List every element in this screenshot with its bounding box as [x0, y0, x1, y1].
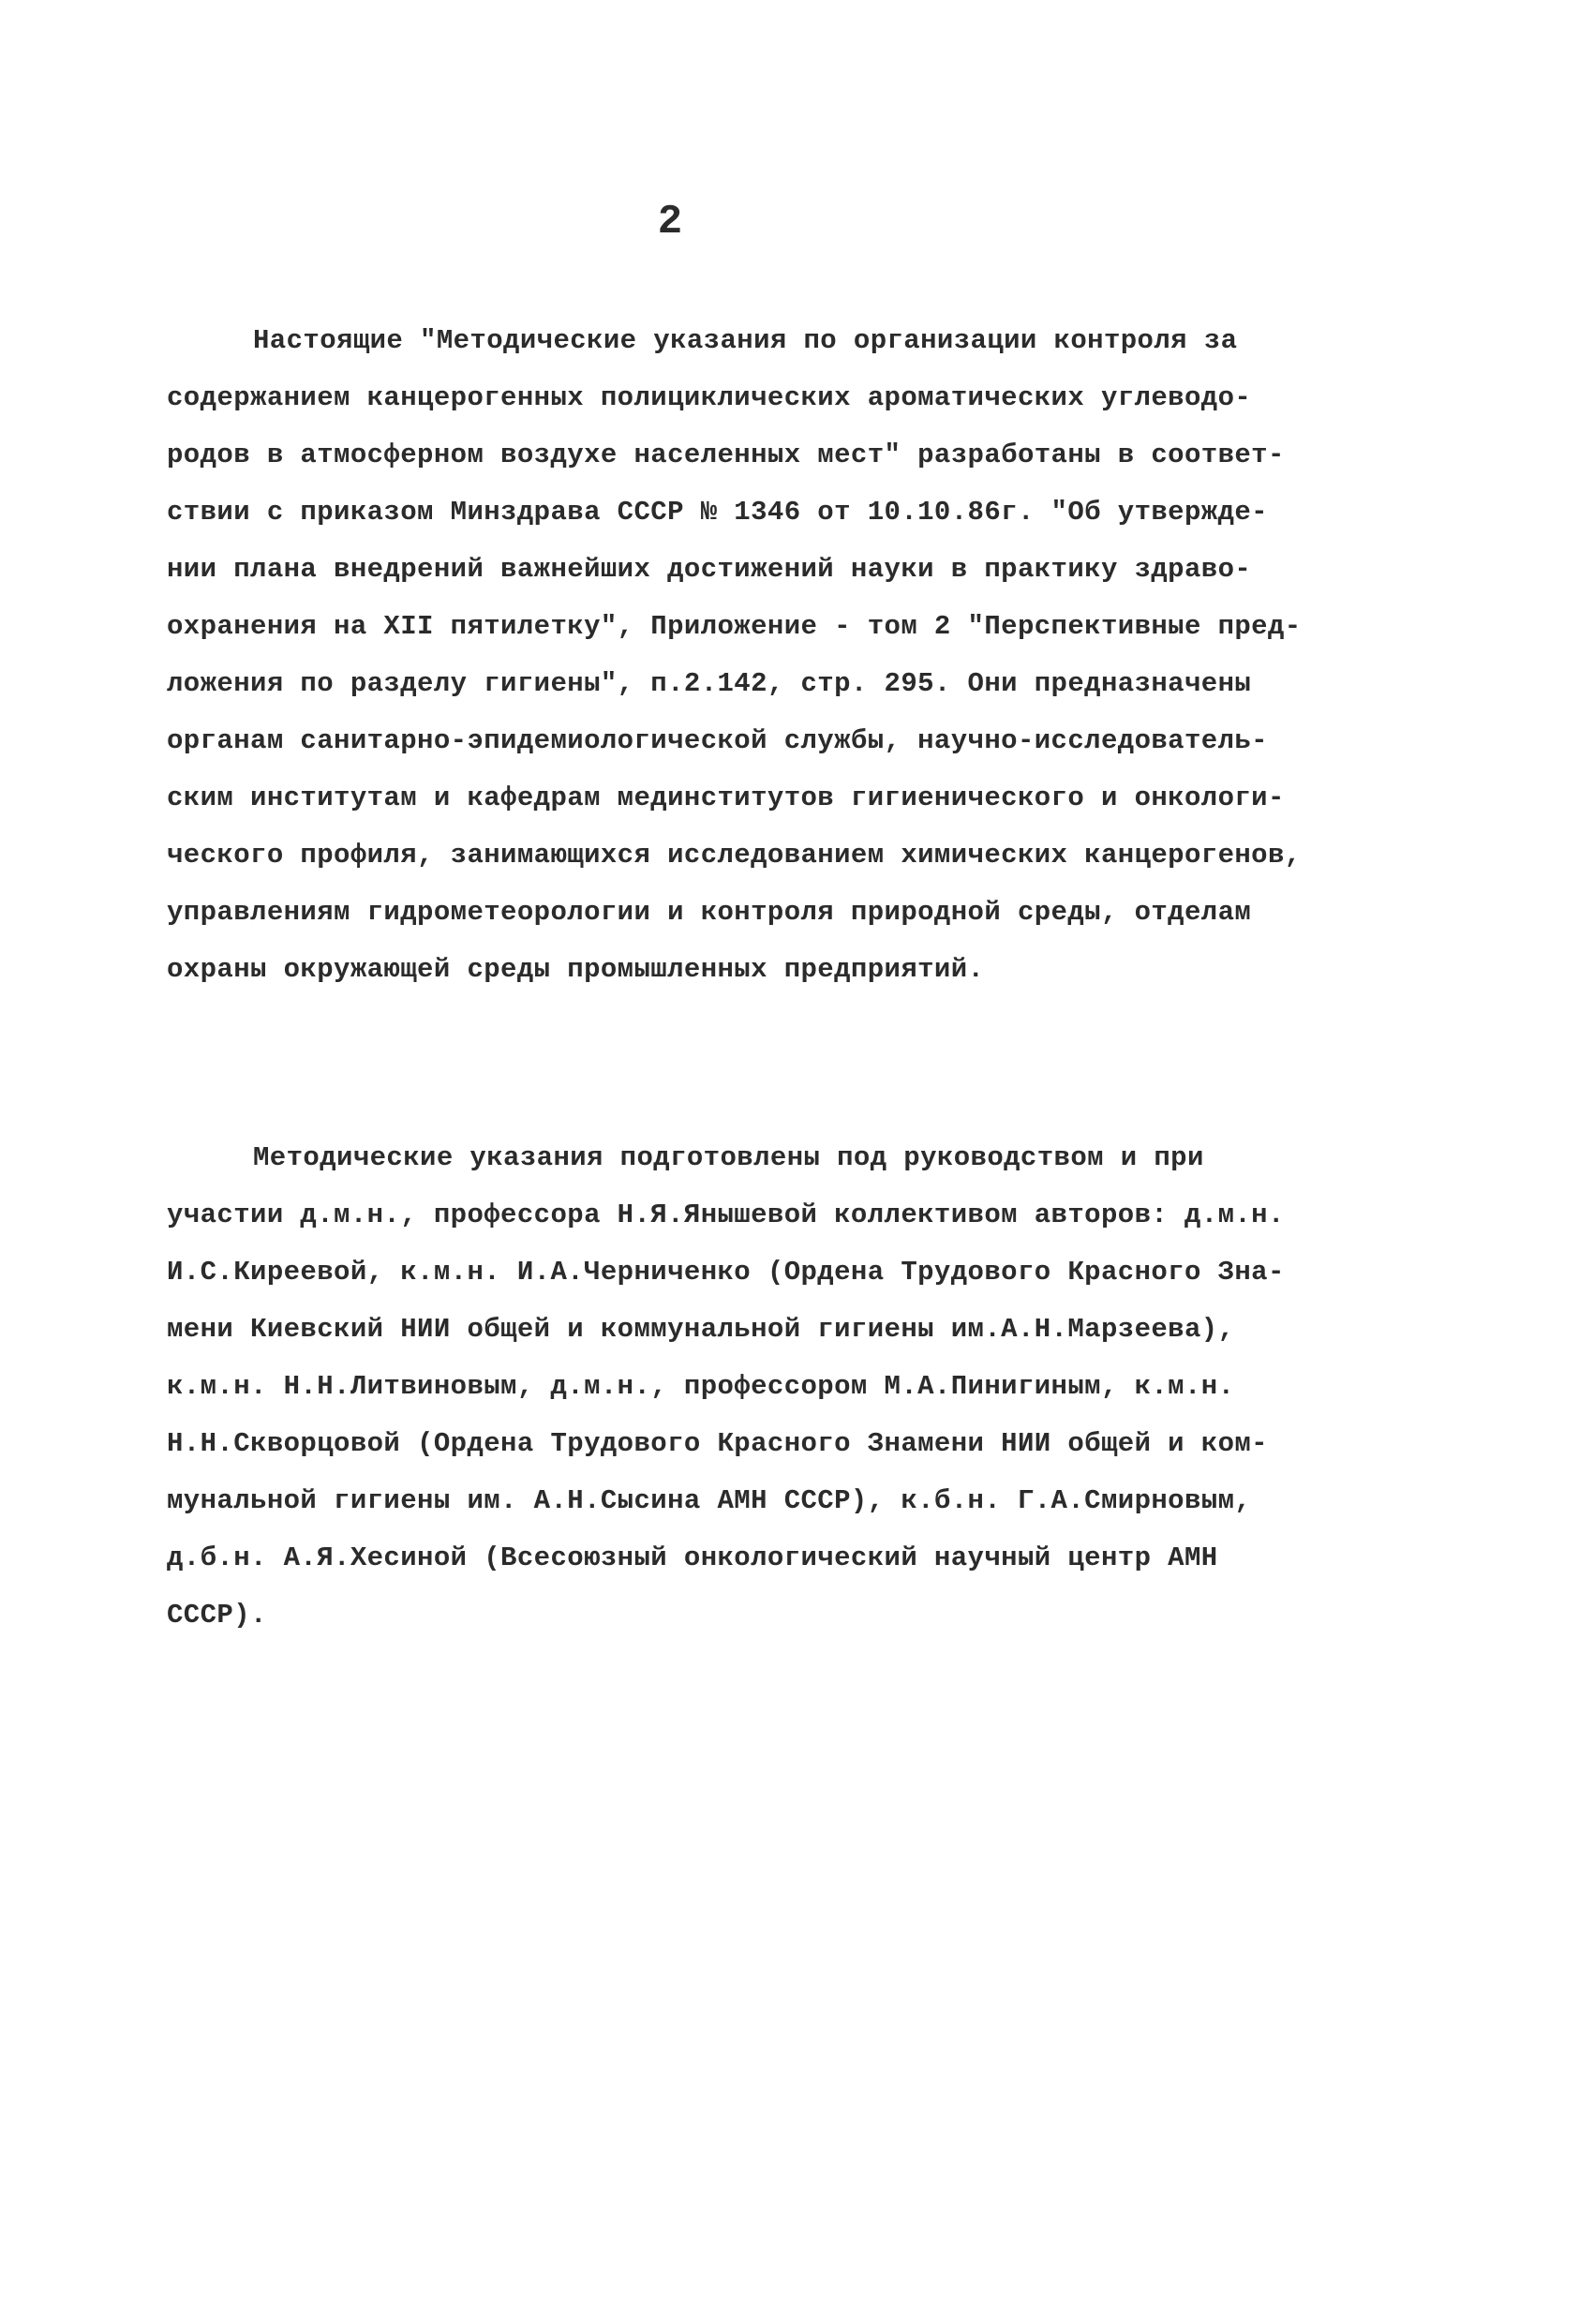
- text-line: Н.Н.Скворцовой (Ордена Трудового Красного Знамени НИИ общей и ком-: [167, 1428, 1268, 1459]
- authors-paragraph: [167, 1129, 1432, 1644]
- text-line: охранения на XII пятилетку", Приложение - том 2 "Перспективные пред-: [167, 611, 1302, 642]
- text-line: нии плана внедрений важнейших достижений науки в практику здраво-: [167, 554, 1252, 585]
- text-line: мени Киевский НИИ общей и коммунальной гигиены им.А.Н.Марзеева),: [167, 1314, 1235, 1345]
- text-line: содержанием канцерогенных полициклических ароматических углеводо-: [167, 382, 1252, 413]
- text-line: СССР).: [167, 1600, 267, 1631]
- text-line: ским институтам и кафедрам мединститутов гигиенического и онкологи-: [167, 782, 1285, 813]
- text-line: д.б.н. А.Я.Хесиной (Всесоюзный онкологический научный центр АМН: [167, 1542, 1218, 1573]
- page-number: 2: [657, 199, 683, 246]
- purpose-paragraph: [167, 312, 1432, 998]
- text-line: участии д.м.н., профессора Н.Я.Янышевой коллективом авторов: д.м.н.: [167, 1199, 1285, 1230]
- text-line: ствии с приказом Минздрава СССР № 1346 от 10.10.86г. "Об утвержде-: [167, 497, 1268, 528]
- text-line: ложения по разделу гигиены", п.2.142, стр. 295. Они предназначены: [167, 668, 1252, 699]
- text-line: органам санитарно-эпидемиологической службы, научно-исследователь-: [167, 725, 1268, 756]
- text-line: охраны окружающей среды промышленных предприятий.: [167, 954, 985, 985]
- text-line: Методические указания подготовлены под руководством и при: [253, 1142, 1204, 1173]
- text-line: мунальной гигиены им. А.Н.Сысина АМН СССР), к.б.н. Г.А.Смирновым,: [167, 1485, 1252, 1516]
- text-line: Настоящие "Методические указания по организации контроля за: [253, 325, 1238, 356]
- text-line: к.м.н. Н.Н.Литвиновым, д.м.н., профессором М.А.Пинигиным, к.м.н.: [167, 1371, 1235, 1402]
- text-line: управлениям гидрометеорологии и контроля природной среды, отделам: [167, 897, 1252, 928]
- text-line: родов в атмосферном воздухе населенных мест" разработаны в соответ-: [167, 439, 1285, 470]
- text-line: И.С.Киреевой, к.м.н. И.А.Черниченко (Ордена Трудового Красного Зна-: [167, 1257, 1285, 1288]
- text-line: ческого профиля, занимающихся исследованием химических канцерогенов,: [167, 840, 1302, 871]
